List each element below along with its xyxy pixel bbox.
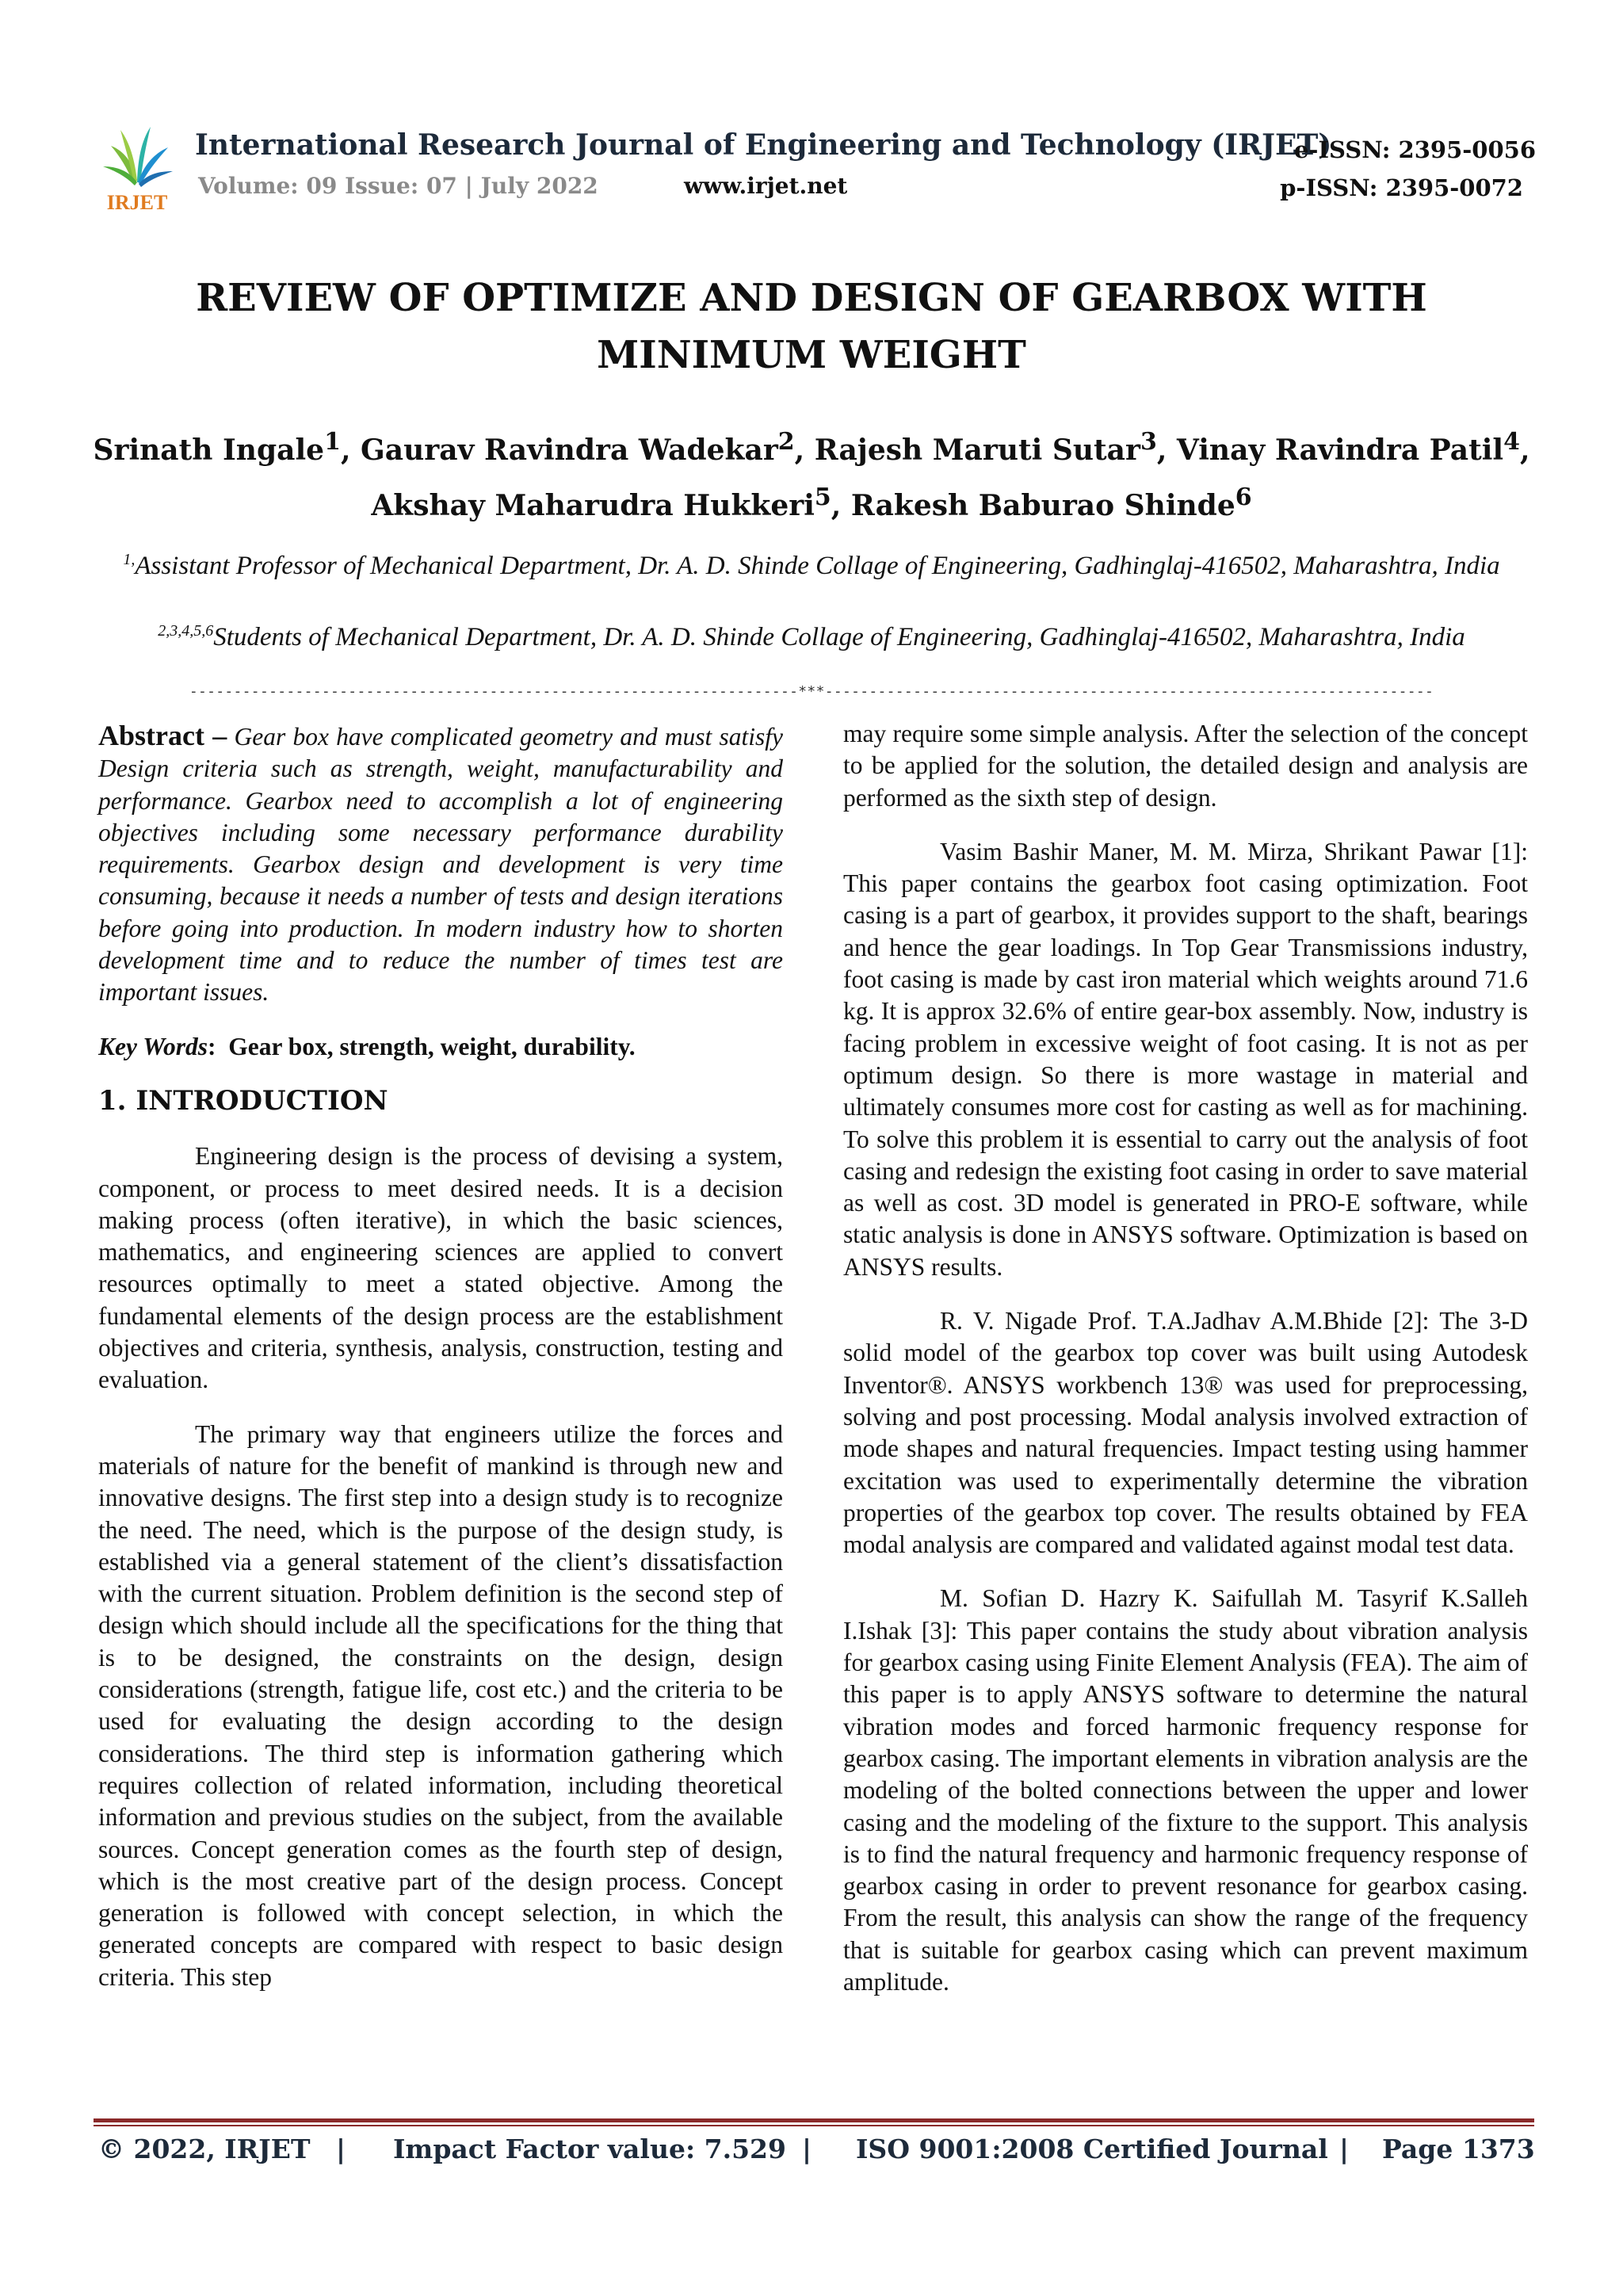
footer-impact-factor: Impact Factor value: 7.529	[393, 2134, 786, 2164]
abstract-text: Gear box have complicated geometry and must satisfy Design criteria such as strength, weight, manufacturability and performance. Gearbox need to accomplish a lot of engineering objectives including some necessary performance durability requirements. Gearbox design and development is very time consuming, because it needs a number of tests and design iterations before going into production. In modern industry how to shorten development time and to reduce the number of times test are important issues.	[98, 723, 784, 1007]
affiliation-mark: 1,	[123, 551, 136, 568]
logo-text: IRJET	[106, 191, 168, 214]
author-name: Rajesh Maruti Sutar	[814, 434, 1140, 467]
author-name: Vinay Ravindra Patil	[1176, 434, 1504, 467]
footer-page-number: Page 1373	[1382, 2134, 1535, 2164]
keywords-label: Key Words	[98, 1032, 208, 1060]
author-list: Srinath Ingale$^1$, Gaurav Ravindra Wadekar$^2$, Rajesh Maruti Sutar$^3$, Vinay Ravindra Patil$^4$, Akshay Maharudra Hukkeri$^5$, Rakesh Baburao Shinde$^6$	[93, 428, 1530, 522]
literature-review-paragraph: M. Sofian D. Hazry K. Saifullah M. Tasyrif K.Salleh I.Ishak [3]: This paper contains the study about vibration analysis for gearbox casing using Finite Element Analysis (FEA). The aim of this paper is to apply ANSYS software to determine the natural vibration modes and forced harmonic frequency response for gearbox casing. The important elements in vibration analysis are the modeling of the bolted connections between the upper and lower casing and the modeling of the fixture to the support. This analysis is to find the natural frequency and harmonic frequency response of gearbox casing in order to prevent resonance for gearbox casing. From the result, this analysis can show the range of the frequency that is suitable for gearbox casing which can prevent maximum amplitude.	[843, 1584, 1528, 1996]
e-issn: e-ISSN: 2395-0056	[1293, 136, 1536, 163]
body-paragraph: Engineering design is the process of devising a system, component, or process to meet desired needs. It is a decision making process (often iterative), in which the basic sciences, mathematics, and engineering sciences are applied to convert resources optimally to meet a stated objective. Among the fundamental elements of the design process are the establishment objectives and criteria, synthesis, analysis, construction, testing and evaluation.	[98, 1142, 783, 1394]
keywords	[98, 1031, 783, 1063]
footer-copyright: © 2022, IRJET	[98, 2134, 311, 2164]
affiliation-text: Students of Mechanical Department, Dr. A. D. Shinde Collage of Engineering, Gadhinglaj-416502, Maharashtra, India	[213, 623, 1465, 651]
author-affil-mark: 1	[324, 428, 341, 456]
affiliation	[111, 614, 1512, 654]
author-affil-mark: 5	[814, 483, 831, 511]
footer-rule	[94, 2118, 1534, 2122]
footer-separator: |	[1339, 2134, 1350, 2164]
paper-title: REVIEW OF OPTIMIZE AND DESIGN OF GEARBOX WITH MINIMUM WEIGHT	[196, 276, 1427, 377]
affiliation-mark: 2,3,4,5,6	[158, 622, 214, 640]
section-heading-introduction: 1. INTRODUCTION	[98, 1084, 388, 1117]
author-name: Gaurav Ravindra Wadekar	[361, 434, 778, 467]
body-paragraph: The primary way that engineers utilize the forces and materials of nature for the benefit of mankind is through new and innovative designs. The first step into a design study is to recognize the need. The need, which is the purpose of the design study, is established via a general statement of the client’s dissatisfaction with the current situation. Problem definition is the second step of design which should include all the specifications for the thing that is to be designed, the constraints on the design, design considerations (strength, fatigue life, cost etc.) and the criteria to be used for evaluating the design according to the design considerations. The third step is information gathering which requires collection of related information, including theoretical information and previous studies on the subject, from the available sources. Concept generation comes as the fourth step of design, which is the most creative part of the design process. Concept generation is followed with concept selection, in which the generated concepts are compared with respect to basic design criteria. This step	[98, 1419, 783, 1991]
literature-review-paragraph: R. V. Nigade Prof. T.A.Jadhav A.M.Bhide [2]: The 3-D solid model of the gearbox top cover was built using Autodesk Inventor®. ANSYS workbench 13® was used for preprocessing, solving and post processing. Modal analysis involved extraction of mode shapes and natural frequencies. Impact testing using hammer excitation was used to experimentally determine the vibration properties of the gearbox top cover. The results obtained by FEA modal analysis are compared and validated against modal test data.	[843, 1307, 1528, 1559]
author-affil-mark: 4	[1503, 428, 1520, 456]
footer-separator: |	[336, 2134, 346, 2164]
abstract-heading: Abstract –	[98, 720, 227, 751]
journal-header	[94, 111, 1536, 214]
right-column	[843, 718, 1528, 2020]
journal-name: International Research Journal of Engineering and Technology (IRJET)	[195, 128, 1332, 162]
footer-rule	[94, 2125, 1534, 2126]
affiliation	[111, 543, 1512, 583]
keywords-text: Gear box, strength, weight, durability.	[228, 1032, 636, 1060]
author-name: Rakesh Baburao Shinde	[850, 489, 1235, 522]
author-name: Srinath Ingale	[93, 434, 325, 467]
section-separator: ---------------------------------------------------------------------***---------------------------------------------------------------------	[189, 683, 1434, 700]
author-name: Akshay Maharudra Hukkeri	[371, 489, 815, 522]
page-footer	[98, 2134, 1534, 2172]
footer-iso: ISO 9001:2008 Certified Journal	[856, 2134, 1328, 2164]
keywords-colon: :	[207, 1032, 229, 1060]
journal-website-link[interactable]: www.irjet.net	[684, 173, 848, 199]
left-column	[98, 720, 783, 2015]
irjet-logo-icon	[94, 119, 181, 214]
p-issn: p-ISSN: 2395-0072	[1280, 174, 1523, 201]
footer-separator: |	[802, 2134, 812, 2164]
author-affil-mark: 2	[777, 428, 795, 456]
author-affil-mark: 6	[1235, 483, 1252, 511]
abstract	[98, 720, 783, 1009]
literature-review-paragraph: Vasim Bashir Maner, M. M. Mirza, Shrikant Pawar [1]: This paper contains the gearbox foot casing optimization. Foot casing is a part of gearbox, it provides support to the shaft, bearings and hence the gear loadings. In Top Gear Transmissions industry, foot casing is made by cast iron material which weights around 71.6 kg. It is approx 32.6% of entire gear-box assembly. Now, industry is facing problem in excessive weight of foot casing. It is not as per optimum design. So there is more wastage in material and ultimately consumes more cost for casting as well as for machining. To solve this problem it is essential to carry out the analysis of foot casing and redesign the existing foot casing in order to save material as well as cost. 3D model is generated in PRO-E software, while static analysis is done in ANSYS software. Optimization is based on ANSYS results.	[843, 837, 1528, 1281]
volume-issue: Volume: 09 Issue: 07 | July 2022	[198, 173, 598, 199]
body-paragraph: may require some simple analysis. After the selection of the concept to be applied for the solution, the detailed design and analysis are performed as the sixth step of design.	[843, 720, 1528, 812]
author-affil-mark: 3	[1140, 428, 1157, 456]
affiliation-text: Assistant Professor of Mechanical Department, Dr. A. D. Shinde Collage of Engineering, Gadhinglaj-416502, Maharashtra, India	[135, 552, 1500, 580]
